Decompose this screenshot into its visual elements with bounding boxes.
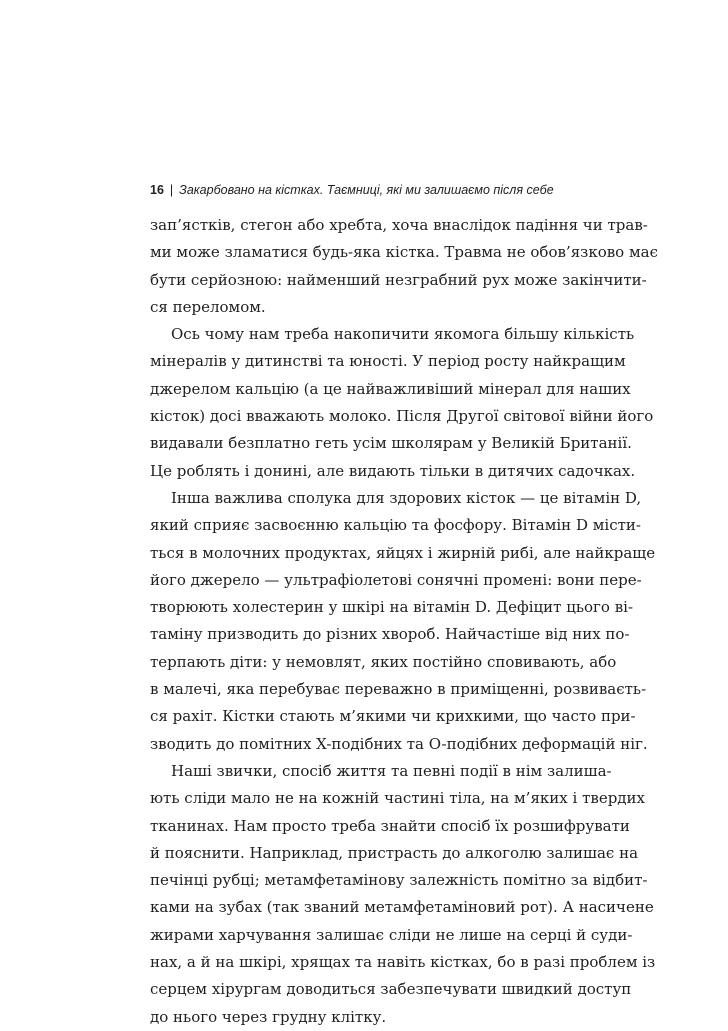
text-line: серцем хірургам доводиться забезпечувати швидкий доступ — [150, 980, 632, 999]
text-line: Інша важлива сполука для здорових кісток — це вітамін D, — [171, 488, 642, 507]
text-line: бути серйозною: найменший незграбний рух може закінчити- — [150, 270, 647, 289]
text-line: тканинах. Нам просто треба знайти спосіб їх розшифрувати — [150, 816, 630, 835]
header-separator: | — [169, 183, 174, 197]
text-line: мінералів у дитинстві та юності. У період росту найкращим — [150, 352, 626, 371]
text-line: в малечі, яка перебуває переважно в приміщенні, розвиваєть- — [150, 680, 647, 699]
text-line: творюють холестерин у шкірі на вітамін D. Дефіцит цього ві- — [150, 598, 634, 617]
paragraph — [150, 758, 656, 1031]
text-line: зводить до помітних X-подібних та O-подібних деформацій ніг. — [150, 734, 648, 753]
text-line: видавали безплатно геть усім школярам у Великій Британії. — [150, 434, 632, 453]
text-line: Це роблять і донині, але видають тільки в дитячих садочках. — [150, 461, 636, 480]
text-line: зап’ястків, стегон або хребта, хоча внаслідок падіння чи трав- — [150, 216, 648, 234]
text-line: ками на зубах (так званий метамфетаміновий рот). А насичене — [150, 898, 654, 917]
text-line: ся рахіт. Кістки стають м’якими чи крихкими, що часто при- — [150, 707, 636, 726]
text-line: жирами харчування залишає сліди не лише на серці й суди- — [150, 925, 633, 944]
text-line: який сприяє засвоєнню кальцію та фосфору. Вітамін D місти- — [150, 516, 641, 535]
text-line: кісток) досі вважають молоко. Після Другої світової війни його — [150, 407, 654, 426]
text-line: ся переломом. — [150, 297, 266, 316]
text-line: ють сліди мало не на кожній частині тіла, на м’яких і твердих — [150, 789, 645, 808]
paragraph — [150, 321, 654, 485]
book-title: Закарбовано на кістках. Таємниці, які ми залишаємо після себе — [179, 183, 554, 197]
text-line: таміну призводить до різних хвороб. Найчастіше від них по- — [150, 625, 630, 644]
text-line: ться в молочних продуктах, яйцях і жирній рибі, але найкраще — [150, 543, 656, 562]
text-line: його джерело — ультрафіолетові сонячні промені: вони пере- — [150, 570, 642, 589]
body-text — [150, 212, 658, 1031]
text-line: терпають діти: у немовлят, яких постійно сповивають, або — [150, 652, 617, 671]
text-line: ми може зламатися будь-яка кістка. Травма не обов’язково має — [150, 243, 658, 262]
text-line: джерелом кальцію (а це найважливіший мінерал для наших — [150, 379, 631, 398]
text-line: й пояснити. Наприклад, пристрасть до алкоголю залишає на — [150, 843, 639, 862]
running-header — [150, 182, 590, 198]
paragraph — [150, 212, 658, 321]
text-line: печінці рубці; метамфетамінову залежність помітно за відбит- — [150, 871, 648, 890]
text-line: Наші звички, спосіб життя та певні події в нім залиша- — [171, 761, 612, 780]
text-line: Ось чому нам треба накопичити якомога більшу кількість — [171, 325, 635, 344]
page-number: 16 — [150, 183, 164, 197]
paragraph — [150, 485, 656, 758]
text-line: до нього через грудну клітку. — [150, 1007, 387, 1026]
text-line: нах, а й на шкірі, хрящах та навіть кістках, бо в разі проблем із — [150, 953, 656, 972]
